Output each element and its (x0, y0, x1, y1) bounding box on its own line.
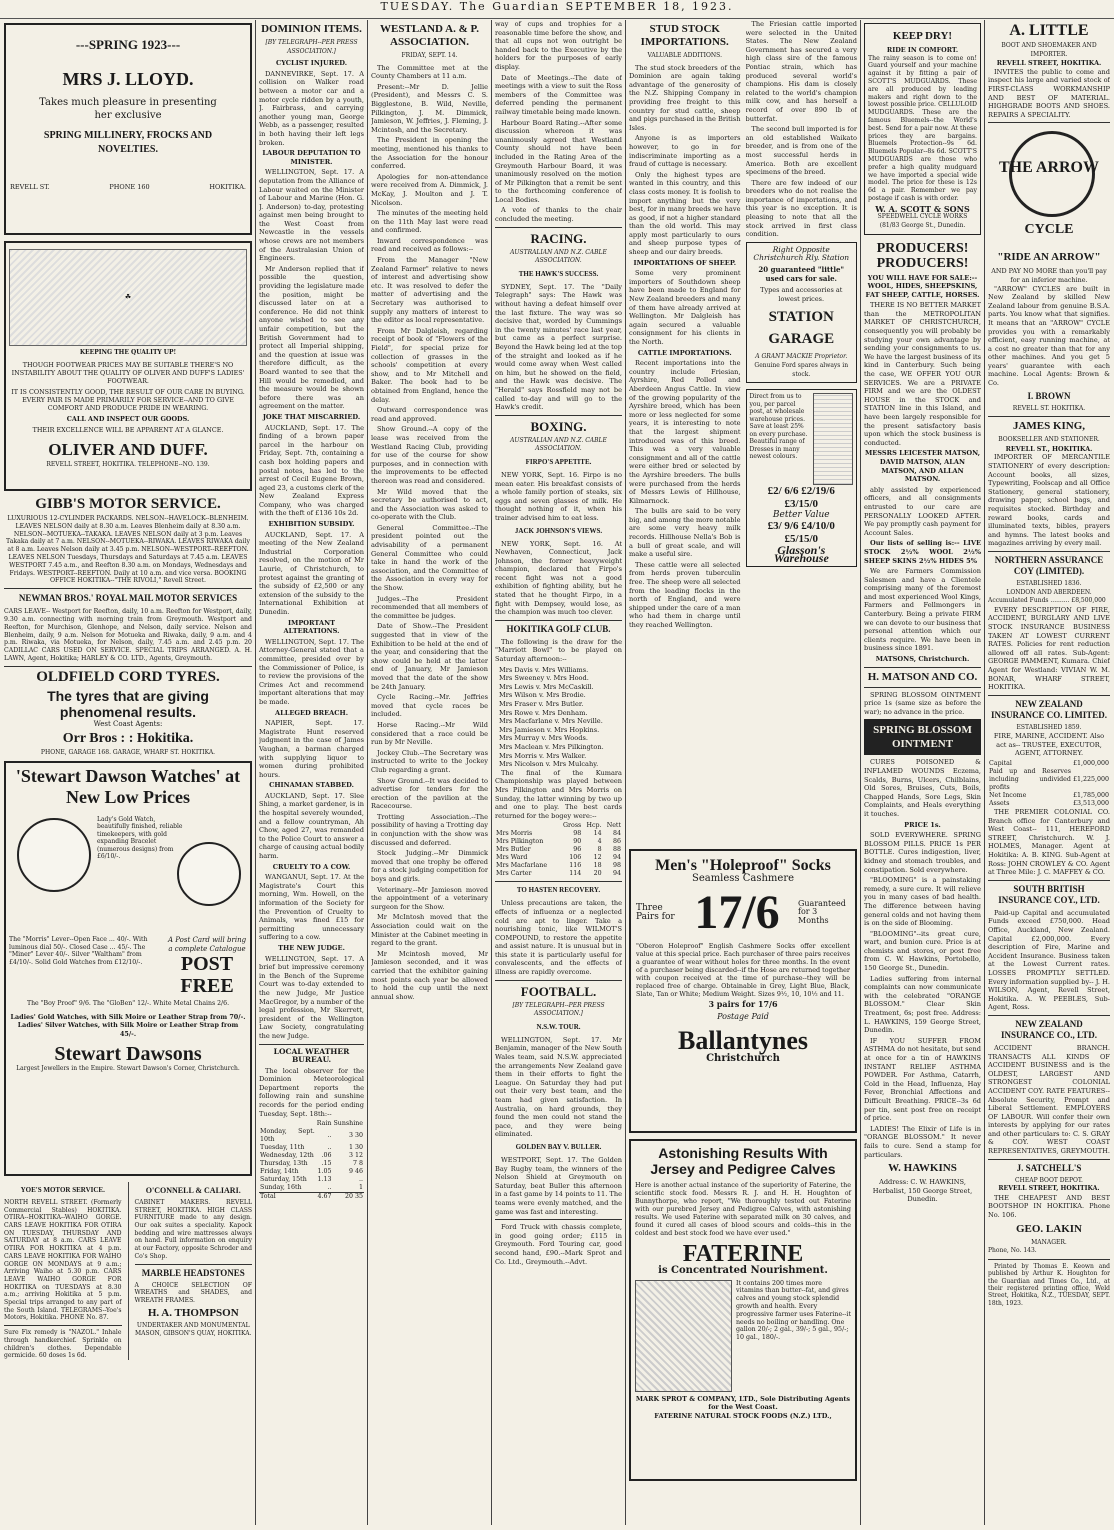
article-para: Mr Mcintosh moved, Mr Jamieson seconded, and it was carried that the exhibitor gaining most points each year be allowed to hold the cup until the next annual show. (371, 949, 488, 1001)
article-para: Only the highest types are wanted in this country, and this class costs money. It is foolish to import anything but the very best, for in many breeds we have as good, if not a higher standard than the old world. This may apply most particularly to ours and sheep purpose types of sheep and our dairy breeds. (629, 170, 741, 257)
holeproof-title: Men's "Holeproof" Socks (655, 857, 831, 874)
table-row: Mrs Macfarlane 116 18 98 (496, 862, 621, 870)
lakin-sub: MANAGER. (1031, 1238, 1067, 1246)
table-row: Net Income £1,785,000 (989, 792, 1109, 800)
article-para: Cycle Racing.--Mr. Jeffries moved that cycle races be included. (371, 693, 488, 719)
column-2 (259, 20, 364, 1525)
article-para: From Mr Dalgleish, regarding receipt of book of "Flowers of the Field", for special prize for collection of grasses in the schools' competition at every show, and to Mr Mitchell and Baker. The book had to be obtained from England, hence the delay. (371, 326, 488, 404)
article-para: A vote of thanks to the chair concluded the meeting. (495, 206, 622, 224)
spring-title: ---SPRING 1923--- (75, 37, 181, 52)
holeproof-three: Three Pairs for (636, 903, 675, 922)
weather-intro: The local observer for the Dominion Meteorological Department reports the following rain and sunshine records for the period ending Tuesday, Sept. 18th:-- (259, 1066, 364, 1118)
producers-sale: Our lists of selling is:-- LIVE STOCK 2½% WOOL 2½% SHEEP SKINS 2½% HIDES 5% (864, 539, 981, 565)
south-title: SOUTH BRITISH INSURANCE COY., LTD. (998, 883, 1100, 905)
table-row: Paid up and Reserves including undivided profits £1,225,000 (989, 768, 1109, 792)
article-para: SOLD EVERYWHERE. SPRING BLOSSOM PILLS. PRICE 1s PER BOTTLE. Cures indigestion, liver, kidney and stomach troubles, and constipation. Sold everywhere. (864, 831, 981, 874)
dominion-sub: [BY TELEGRAPH--PER PRESS ASSOCIATION.] (265, 39, 358, 55)
producers-sell: YOU WILL HAVE FOR SALE:-- WOOL, HIDES, SHEEPSKINS, FAT SHEEP, CATTLE, HORSES. (865, 273, 980, 299)
table-row: Sunday, 16th .. 1 (260, 1184, 363, 1192)
faterine-name: FATERINE (682, 1241, 804, 1267)
lloyd-phone: PHONE 160 (109, 183, 150, 191)
article-para: THE PREMIER COLONIAL CO. Branch office for Canterbury and West Coast-- 111, HEREFORD STREET, Christchurch. W. J. HOLMES, Manager. Agent at Hokitika: A. B. KING. Sub-Agent at Ross: JOHN CROWLEY & CO. Agent at Three Mile: J. C. MAFFEY & CO. (988, 808, 1110, 877)
blossom-price: PRICE 1s. (904, 820, 941, 829)
glasson-prices: £3/ 9/6 £4/10/0 £5/15/0 (767, 519, 835, 545)
list-item: Mrs Sweeney v. Mrs Hood. (499, 674, 589, 683)
yoe-title: YOE'S MOTOR SERVICE. (20, 1185, 105, 1194)
article-para: INVITES the public to come and inspect his large and varied stock of FIRST-CLASS WORKMANSHIP AND BEST OF MATERIAL. HIGHGRADE BOOTS AND SHOES. REPAIRS A SPECIALITY. (988, 67, 1110, 119)
oconnell-title: O'CONNELL & CALIARI. (145, 1185, 241, 1195)
article-para: NAPIER, Sept. 17. Magistrate Hunt reserved judgment in the case of James Vaughan, a barman charged with supplying liquor to women during prohibited hours. (259, 719, 364, 779)
hawkins-name: W. HAWKINS (888, 1162, 957, 1175)
little-addr: REVELL STREET, HOKITIKA. (996, 59, 1102, 68)
stewart-foot: Largest Jewellers in the Empire. Stewart Dawson's Corner, Christchurch. (16, 1064, 240, 1072)
article-para: WELLINGTON, Sept. 17. A deputation from the Alliance of Labour waited on the Minister of Labour and Marine (Hon. G. J. Anderson) to-day, protesting against men being brought to the West Coast from Newcastle in the vessels whose crews are not members of the Australasian Union of Engineers. (259, 168, 364, 263)
table-row: Mrs Morris 98 14 84 (496, 830, 621, 838)
article-para: AUCKLAND, Sept. 17. A meeting of the New Zealand Industrial Corporation resolved, on the motion of Mr Laurie, of Christchurch, to protest against the granting of the subsidy of £2,500 or any extension of the subsidy to the International Exhibition at Dunedin. (259, 530, 364, 616)
article-para: Paid-up Capital and accumulated Funds exceed £750,000. Head Office, Auckland, New Zealand. Capital £2,000,000. Every description of Fire, Marine and Accident Insurance. Business taken at the Lowest Current rates. LOSSES PROMPTLY SETTLED. Every information supplied by-- J. H. WILSON, Agent, Revell Street, Hokitika. A. W. PEEBLES, Sub-Agent, Ross. (988, 908, 1110, 1012)
article-para: WELLINGTON, Sept. 17. Mr Benjamin, manager of the New South Wales team, said N.S.W. appreciated the arrangements New Zealand gave them in their efforts to fight the League. On Saturday they had put out their very best team, and the team had given satisfaction. In Australia, on hard grounds, they found the men could not stand the pace, and they were being eliminated. (495, 1035, 622, 1139)
station-types: Types and accessories at lowest prices. (760, 286, 843, 303)
marble-foot: UNDERTAKER AND MONUMENTAL MASON, GIBSON'S QUAY, HOKITIKA. (135, 1321, 252, 1338)
oldfield-agents: West Coast Agents: (93, 719, 163, 728)
nazol-ad: Sure Fix remedy is "NAZOL." Inhale through handkerchief. Sprinkle on children's clothes. Dependable germicide. 60 doses 1s 6d. (4, 1329, 122, 1360)
article-para: Ladies suffering from internal complaints can now communicate with the celebrated "ORANGE BLOSSOM." Clear Skin Treatment, 6s; post free. Address: L. HAWKINS, 159 George Street, Dunedin. (864, 974, 981, 1035)
ballantynes-town: Christchurch (706, 1052, 780, 1064)
nz-est: ESTABLISHED 1859. (1016, 723, 1082, 731)
article-para: Harbour Board Rating.--After some discussion whereon it was unanimously agreed that Westland County should not have been included in the Rating Area of the Greymouth Harbour Board, it was unanimously resolved on the motion of Mr Pilkington that a remit be sent to the forthcoming conference of Local Bodies. (495, 118, 622, 204)
list-item: Mrs Jamieson v. Mrs Hopkins. (499, 725, 600, 734)
list-item: Mrs Murray v. Mrs Woods. (499, 734, 588, 743)
glasson-text: Direct from us to you, per parcel post, at wholesale warehouse prices. Save at least 25% on every purchase. Beautiful range of Dresses in many newest colours. (749, 393, 808, 461)
golden-title: GOLDEN BAY V. BULLER. (515, 1142, 602, 1151)
column-rule (860, 20, 861, 1525)
producers-names: MESSRS LEICESTER MATSON, DAVID MATSON, ALAN MATSON, AND ALLAN MATSON. (864, 449, 981, 484)
stewart-post: POST FREE (180, 953, 234, 998)
boxing-title: BOXING. (530, 418, 587, 434)
blossom-banner: SPRING BLOSSOM OINTMENT (864, 719, 981, 755)
arrow-pay: AND PAY NO MORE than you'll pay for an inferior machine. (991, 267, 1107, 284)
article-para: Show Ground.--It was decided to advertise for tenders for the erection of the pavilion at the Racecourse. (371, 776, 488, 811)
stud-title: STUD STOCK IMPORTATIONS. (640, 23, 729, 48)
article-para: These cattle were all selected from herds proven tuberculin free. The sheep were all selected from the leading flocks in the north of England, and were shipped under the care of a man who had them in charge until they reached Wellington. (629, 560, 741, 629)
gibb-text: LUXURIOUS 12-CYLINDER PACKARDS. NELSON--HAVELOCK--BLENHEIM. LEAVES NELSON daily at 8.30 a.m. Leaves Blenheim daily at 8.30 a.m. NELSON--MOTUEKA--TAKAKA. LEAVES NELSON daily at 3 p.m. Leaves Takaka daily at 7 a.m. NELSON--MOTUEKA--RIWAKA. LEAVES RIWAKA daily at 8 a.m. Leaves Nelson daily at 3.45 p.m. NELSON--WESTPORT--REEFTON. LEAVES NELSON Tuesdays, Thursdays and Saturdays at 7.45 a.m. LEAVES WESTPORT 7.45 a.m., and Reefton 8.30 a.m. on Mondays, Wednesdays and Fridays. WESTPORT--REEFTON. Daily at 10 a.m. and vice versa. BOOKING OFFICE HOKITIKA--"THE RIVOLI," Revell Street. (6, 515, 250, 585)
football-title: FOOTBALL. (520, 983, 597, 999)
stewart-ladies: Ladies' Gold Watches, with Silk Moire or Leather Strap from 70/-. Ladies' Silver Watches, with Silk Moire or Leather Strap from 45/-. (10, 1012, 246, 1038)
oliver-name: OLIVER AND DUFF. (48, 439, 208, 459)
oldfield-orr: Orr Bros : : Hokitika. (62, 731, 194, 747)
list-item: Mrs Wilson v. Mrs Brodie. (499, 691, 586, 700)
article-para: THE CHEAPEST AND BEST BOOTSHOP IN HOKITIKA. Phone No. 106. (988, 1193, 1110, 1220)
marble-name: H. A. THOMPSON (147, 1306, 239, 1319)
racing-title: RACING. (530, 230, 587, 246)
nzacc-title: NEW ZEALAND INSURANCE CO., LTD. (1001, 1018, 1097, 1040)
article-para: Recent importations into the country include Friesian, Ayrshire, Red Polled and Aberdeen Angus Cattle. In view of the growing popularity of the Ayrshire breed, which has been more or less neglected for some years, it is interesting to note that the largest shipment introduced was of this breed. This was a very valuable consignment and all of the cattle were either bred or selected by the Ayrshire breeders. The bulls were purchased from the herds of Messrs Lewis of Hillhouse, Kilmarnock. (629, 359, 741, 505)
article-para: THE NEW JUDGE. (278, 943, 345, 952)
article-para: JOKE THAT MISCARRIED. (262, 412, 361, 421)
oliver-text: IT IS CONSISTENTLY GOOD, THE RESULT OF OUR CARE IN BUYING. EVERY PAIR IS MADE PRIMARILY FOR SERVICE--AND TO GIVE COMFORT AND PRODUCE PRIDE IN WEARING. (11, 387, 245, 412)
northern-loc: LONDON AND ABERDEEN. (1006, 588, 1092, 596)
holeproof-guar: Guaranteed for 3 Months (798, 898, 846, 925)
article-para: WELLINGTON, Sept. 17. The Attorney-General stated that a committee, presided over by the Commissioner of Police, is to review the provisions of the Crimes Act and recommend important alterations that may be made. (259, 637, 364, 706)
list-item: Mrs Maclean v. Mrs Pilkington. (499, 742, 604, 751)
table-row: Mrs Pilkington 90 4 86 (496, 838, 621, 846)
lloyd-line: Takes much pleasure in presenting (39, 97, 217, 108)
football-sub: [BY TELEGRAPH--PER PRESS ASSOCIATION.] (512, 1001, 605, 1018)
arrow-name: I. BROWN (1027, 390, 1071, 401)
article-para: Veterinary.--Mr Jamieson moved the appointment of a veterinary surgeon for the Show. (371, 885, 488, 911)
article-para: The final of the Kumara Championship was played between Mrs Pilkington and Mrs Morris on Sunday, the latter winning by two up and one to play. The best cards returned for the bogey were:-- (495, 768, 622, 820)
watch-icon (17, 818, 91, 892)
arrow-title: THE ARROW (998, 159, 1099, 177)
producers-title: PRODUCERS! PRODUCERS! (876, 240, 969, 271)
article-para: SYDNEY, Sept. 17. The "Daily Telegraph" says: The Hawk was without having a defeat himself over the last fixture. The way was so decisive that, worded by Cummings in the twenty minutes' race last year, but came as a perfect surprise. Beyond the Hawk being led at the top of the straight and looked as if he would come away when West called on him, but he showed on the field, and the Hawk was decisive. The "Herald" says Rossfield may not be called to-day and will go to the Hawk's credit. (495, 282, 622, 412)
article-para: The Friesian cattle imported were selected in the United States. The New Zealand Government has secured a very high class sire of the famous Pontiac strain, which has produced several world's champions. His dam is closely related to the world's champion milk cow, and has herself a record of over 890 lb of butterfat. (745, 20, 857, 123)
column-1 (4, 20, 252, 1525)
faterine-tag: is Concentrated Nourishment. (658, 1265, 828, 1276)
article-para: The stud stock breeders of the Dominion are again taking advantage of the generosity of the N.Z. Shipping Company in providing free freight to this country for stud cattle, sheep and pigs purchased in the British Isles. (629, 63, 741, 132)
woman-shoes-illustration: ☘ (9, 249, 247, 346)
article-para: Stock Judging.--Mr Dimmick moved that one trophy be offered for a stock judging competition for boys and girls. (371, 849, 488, 884)
oliver-excellence: THEIR EXCELLENCE WILL BE APPARENT AT A GLANCE. (32, 426, 224, 435)
article-para: THERE IS NO BETTER MARKET than the METROPOLITAN MARKET OF CHRISTCHURCH, consequently you will probably be studying your own advantage by sending your consignments to us. We have the largest business of its kind in Canterbury. Such being the case, WE OFFER YOU OUR SERVICES. We are a PRIVATE FIRM and we are the OLDEST HOUSE in the STOCK and STATION line in this Island, and have been largely responsible for the present satisfactory basis upon which the stock business is conducted. (864, 301, 981, 447)
yoe-text: NORTH REVELL STREET. (Formerly Commercial Stables) HOKITIKA. OTIRA--HOKITIKA--WAIHO GORGE. CARS LEAVE HOKITIKA FOR OTIRA ON TUESDAY, THURSDAY AND SATURDAY at 8 a.m. CARS LEAVE OTIRA FOR HOKITIKA at 4 p.m. CARS LEAVE HOKITIKA FOR WAIHO GORGE ON MONDAYS at 9 a.m.; Arriving Waiho at 5.30 p.m. CARS LEAVE WAIHO GORGE FOR HOKITIKA on TUESDAYS at 8.30 a.m.; arriving Hokitika at 5 p.m. Special trips arranged to any part of the South Island. TELEGRAMS--Yoe's Motors, Hokitika. PHONE No. 87. (4, 1198, 122, 1322)
northern-funds: Accumulated Funds .......... £8,500,000 (988, 597, 1106, 605)
nsw-title: N.S.W. TOUR. (536, 1022, 581, 1031)
station-near: Right Opposite Christchurch Rly. Station (753, 244, 850, 263)
table-header: Gross Hcp. Nett (562, 822, 621, 830)
arrow-word: CYCLE (1024, 222, 1074, 238)
racing-sub: AUSTRALIAN AND N.Z. CABLE ASSOCIATION. (510, 248, 607, 265)
james-addr: REVELL ST., HOKITIKA. (1005, 444, 1093, 453)
matson-title: H. MATSON AND CO. (867, 670, 978, 683)
oliver-call: CALL AND INSPECT OUR GOODS. (66, 414, 190, 423)
list-item: Mrs Lewis v. Mrs McCaskill. (499, 682, 594, 691)
table-row: Saturday, 15th 1.13 .. (260, 1176, 363, 1184)
little-sub: BOOT AND SHOEMAKER AND IMPORTER. (1001, 42, 1097, 58)
column-rule (491, 20, 492, 1525)
dress-illustration-icon (813, 393, 853, 485)
stewart-dawson-ad (4, 761, 252, 1176)
column-6 (864, 20, 981, 1525)
article-para: Mr Anderson replied that if possible the question, providing the legislature made the position, might be discussed later on at a conference. He did not think anyone wished to see any unfair competition, but the British Government had to protect all Imperial shipping, and the question at issue was therefore difficult, as the Board wanted to see that the Hill would be remedied, and the measure would be shown before there was an agreement on the matter. (259, 264, 364, 411)
article-para: Trotting Association.--The possibility of having a Trotting day in conjunction with the show was discussed and deferred. (371, 812, 488, 847)
holeproof-price: 17/6 (694, 885, 780, 939)
column-7 (988, 20, 1110, 1525)
gibb-title: GIBB'S MOTOR SERVICE. (35, 496, 221, 512)
keepdry-title: KEEP DRY! (892, 30, 953, 42)
keepdry-addr: SPEEDWELL CYCLE WORKS (81/83 George St., Dunedin. (877, 213, 968, 229)
faterine-text: Here is another actual instance of the superiority of Faterine, the scientific stock food. Messrs R. J. and H. H. Houghton of Bunnythorpe, who report, "We thoroughly tested out Faterine with our purebred Jersey and Pedigree Calves, with astonishing results. We used Faterine with separated milk on 30 calves, and found it cured all cases of blood scours and colds--this in the coldest and best stock food we have ever used." (635, 1181, 851, 1237)
article-para: "BLOOMING"--its great cure, wart, and bunion cure. Price is at chemists and stores, or post free from C. W. Hawkins, Portobello, 150 George St., Dunedin. (864, 929, 981, 973)
producers-sign: MATSONS, Christchurch. (875, 655, 970, 664)
james-sub: BOOKSELLER AND STATIONER. (998, 436, 1100, 444)
oldfield-phone: PHONE, GARAGE 168. GARAGE, WHARF ST. HOKITIKA. (40, 749, 216, 757)
article-para: NEW YORK, Sept. 16. At Newhaven, Connecticut, Jack Johnson, the former heavyweight champion, declared that Firpo's recent fight was not a good exhibition of fighting ability, but he stated that he thought Firpo, in a fight with Dempsey, would lose, as the champion was much too clever. (495, 539, 622, 617)
article-para: The second bull imported is for an old established Waikato breeder, and is from one of the most successful herds in America. Both are excellent specimens of the breed. (745, 125, 857, 177)
nz-text: FIRE, MARINE, ACCIDENT. Also act as-- TRUSTEE, EXECUTOR, AGENT, ATTORNEY. (993, 732, 1105, 758)
golf-draw (495, 666, 622, 769)
table-row: Mrs Butler 96 8 88 (496, 846, 621, 854)
arrow-cycle-logo (988, 127, 1110, 247)
glasson-better: Better Value (772, 510, 830, 521)
holeproof-offer: 3 pairs for 17/6 (708, 998, 778, 1009)
column-4 (495, 20, 622, 1525)
marble-title: MARBLE HEADSTONES (141, 1267, 245, 1278)
article-para: EXHIBITION SUBSIDY. (268, 520, 355, 529)
weather-title: LOCAL WEATHER BUREAU. (273, 1046, 350, 1065)
nz-title: NEW ZEALAND INSURANCE CO. LIMITED. (990, 698, 1107, 720)
dominion-title: DOMINION ITEMS. (261, 23, 362, 35)
weather-table (259, 1120, 364, 1201)
article-para: Judges.--The President recommended that all members of the committee be judges. (371, 594, 488, 620)
boxing-sub: AUSTRALIAN AND N.Z. CABLE ASSOCIATION. (510, 436, 607, 453)
table-row: Assets £3,513,000 (989, 800, 1109, 808)
little-name: A. LITTLE (1009, 22, 1089, 39)
firpo-title: FIRPO'S APPETITE. (525, 457, 592, 466)
keep-dry-ad (864, 23, 981, 235)
article-para: Jockey Club.--The Secretary was instructed to write to the Jockey Club regarding a grant. (371, 748, 488, 774)
table-row: Thursday, 13th .15 7 8 (260, 1160, 363, 1168)
article-para: Unless precautions are taken, the effects of influenza or a neglected cold are apt to linger. Take a nourishing tonic, like WILMOT'S COMPOUND, to restore the appetite and assist nature. It is unusual but in this state it is particularly useful for convalescents, and the effects of illness are rapidly overcome. (495, 899, 622, 977)
hawk-title: THE HAWK'S SUCCESS. (518, 269, 599, 278)
article-para: LABOUR DEPUTATION TO MINISTER. (262, 149, 361, 166)
article-para: Date of Show.--The President suggested that in view of the Exhibition to be held at the end of the year, and considering that the show could be held at the latter end of January, Mr Jamieson moved that the date of the show be 24th January. (371, 622, 488, 691)
article-para: The Committee met at the County Chambers at 11 a.m. (371, 63, 488, 81)
article-para: Show Ground.--A copy of the lease was received from the Westland Racing Club, providing for use of the course for show purposes, and in connection with the improvements to be effected thereon was read and considered. (371, 425, 488, 485)
nz-table (988, 760, 1110, 808)
article-para: CHINAMAN STABBED. (269, 781, 354, 790)
article-para: There are few indeed of our breeders who do not realise the importance of importations, and this year is no exception. It is pleasing to note that all the stock arrived in first class condition. (745, 178, 857, 239)
article-para: IF YOU SUFFER FROM ASTHMA do not hesitate, but send at once for a tin of HAWKINS INSTANT RELIEF ASTHMA POWDER. For Asthma, Catarrh, Cold in the Head, Influenza, Hay Fever, Bronchial Affections and Difficult Breathing. PRICE--3s 6d per tin, sent post free on receipt of price. (864, 1036, 981, 1123)
lloyd-line: NOVELTIES. (98, 144, 158, 155)
article-para: Inward correspondence was read and received as follows:-- (371, 236, 488, 254)
james-name: JAMES KING, (1012, 420, 1086, 433)
stewart-morris: The "Morris" Lever--Open Face ... 40/-. With luminous dial 50/-. Closed Case ... 45/-. The "Miner" Lever 40/-. Silver "Waltham" from £4/10/-. Solid Gold Watches from £12/10/-. (9, 935, 148, 966)
column-rule (367, 20, 368, 1525)
golf-table (495, 822, 622, 878)
keepdry-name: W. A. SCOTT & SONS (875, 203, 970, 214)
oliver-text: THOUGH FOOTWEAR PRICES MAY BE SUITABLE THERE'S NO INSTABILITY ABOUT THE QUALITY OF OLIVER AND DUFF'S LADIES' FOOTWEAR. (11, 360, 245, 385)
arrow-addr: REVELL ST. HOKITIKA. (1012, 404, 1086, 412)
watch-illustrations (9, 812, 247, 932)
table-header: Rain Sunshine (316, 1120, 363, 1128)
column-rule (625, 20, 626, 1525)
faterine-ad (629, 1139, 857, 1481)
article-para: DANNEVIRKE, Sept. 17. A collision on Walker road between a motor car and a motor cycle ridden by a youth, J. Fairbrass, and carrying another young man, George Webb, as a passenger, resulted in both having their left legs broken. (259, 69, 364, 147)
northern-est: ESTABLISHED 1836. (1016, 579, 1082, 587)
list-item: Mrs Rowe v. Mrs Denham. (499, 708, 588, 717)
faterine-side: It contains 200 times more vitamins than butter--fat, and gives calves and young stock splendid growth and health. Every progressive farmer uses Faterine--it needs no boiling or handling. One gallon 20/-; 2 gal., 39/-; 5 gal., 95/-; 10 gal., 180/-. (736, 1279, 851, 1342)
holeproof-ad (629, 849, 857, 1133)
lloyd-address: REVELL ST. (10, 183, 50, 191)
article-para: Horse Racing.--Mr Wild considered that a race could be run by Mr Neville. (371, 720, 488, 747)
article-para: ALLEGED BREACH. (274, 708, 349, 717)
faterine-foot: FATERINE NATURAL STOCK FOODS (N.Z.) LTD., (654, 1411, 832, 1420)
article-para: AUCKLAND, Sept. 17. Slee Shing, a market gardener, is in the hospital severely wounded, and a fellow countryman, Ah Chow, aged 27, was remanded to the Police Court to answer a charge of causing actual bodily harm. (259, 791, 364, 861)
column-3 (371, 20, 488, 1525)
lloyd-line: SPRING MILLINERY, FROCKS AND (43, 130, 213, 141)
masthead-strip: TUESDAY. The Guardian SEPTEMBER 18, 1923. (0, 0, 1114, 19)
article-para: CRUELTY TO A COW. (272, 862, 351, 871)
article-para: General Committee.--The president pointed out the advisability of a permanent General Committee who could take in hand the work of the association, and the Committee of the Association in every way for the Show. (371, 523, 488, 593)
article-para: CURES POISONED & INFLAMED WOUNDS Eczema, Scalds, Burns, Ulcers, Chilblains, Old Sores, Bruises, Cuts, Boils, Chapped Hands, Sore Legs, Skin Complaints, and Heals everything it touches. (864, 758, 981, 818)
westland-date: FRIDAY, SEPT. 14. (401, 52, 458, 59)
newman-title: NEWMAN BROS.' ROYAL MAIL MOTOR SERVICES (18, 593, 238, 604)
northern-title: NORTHERN ASSURANCE COY (LIMITED). (994, 554, 1104, 576)
hawkins-addr: Address: C. W. HAWKINS, Herbalist, 150 George Street, Dunedin. (872, 1178, 973, 1204)
table-row: Friday, 14th 1.05 9 46 (260, 1168, 363, 1176)
dominion-paras (259, 59, 364, 1118)
article-para: Apologies for non-attendance were received from A. Dimmick, J. McKay, J. Moulton and J. T. Nicolson. (371, 172, 488, 207)
marble-text: A CHOICE SELECTION OF WREATHS and SHADES, and WREATH FRAMES. (134, 1281, 252, 1304)
lloyd-town: HOKITIKA. (209, 183, 246, 191)
article-para: From the Manager "New Zealand Farmer" relative to news of interest and advertising show etc. It was resolved to defer the matter of advertising and the Secretary was authorised to supply any matters of interest to the editor as local representative. (371, 256, 488, 325)
article-para: WANGANUI, Sept. 17. At the Magistrate's Court this morning, Wm. Howell, on the information of the Society for the Prevention of Cruelty to Animals, was fined £15 for permitting unnecessary suffering to a cow. (259, 873, 364, 942)
oliver-quality: KEEPING THE QUALITY UP! (79, 349, 177, 356)
arrow-ride: "RIDE AN ARROW" (997, 251, 1101, 264)
westland-title: WESTLAND A. & P. ASSOCIATION. (380, 23, 479, 48)
glasson-name: Glasson's Warehouse (773, 542, 829, 566)
table-row: Monday, Sept. 10th .. 3 30 (260, 1128, 363, 1144)
stewart-gold: Lady's Gold Watch, beautifully finished, reliable timekeepers, with gold expanding Bracelet (numerous designs) from £6/10/-. (97, 815, 183, 861)
station-name: STATION GARAGE (768, 309, 835, 348)
article-para: The following is the draw for the "Marriott Bowl" to be played on Saturday afternoon:-- (495, 637, 622, 664)
station-ford: Genuine Ford spares always in stock. (754, 362, 849, 378)
station-guar: 20 guaranteed "little" used cars for sale. (758, 265, 845, 283)
article-para: ACCIDENT BRANCH. TRANSACTS ALL KINDS OF ACCIDENT BUSINESS and is the OLDEST, LARGEST AND STRONGEST COLONIAL ACCIDENT COY. RATE FEATURES--Absolute Security, Prompt and Liberal Settlement. EMPLOYERS OF LABOUR. Will confer their own interests by applying for our rates and other particulars to: C. S. GRAY & COY. WEST COAST REPRESENTATIVES, GREYMOUTH. (988, 1043, 1110, 1156)
column-5 (629, 20, 857, 1525)
stewart-name: Stewart Dawsons (54, 1042, 202, 1065)
article-para: EVERY DESCRIPTION OF FIRE, ACCIDENT, BURGLARY AND LIVE STOCK INSURANCE BUSINESS TAKEN AT LOWEST CURRENT RATES. Policies for rent reduction allowed off all rates. Sub-Agent: GEORGE PAMMENT, Kumara. Chief Agent for Westland: VIVIAN W. M. BONAR, WHARF STREET, HOKITIKA. (988, 605, 1110, 692)
lakin-name: GEO. LAKIN (1015, 1222, 1082, 1235)
stewart-title: 'Stewart Dawson Watches' at New Low Prices (15, 765, 241, 807)
lakin-phone: Phone, No. 143. (988, 1247, 1037, 1255)
hasten-title: TO HASTEN RECOVERY. (516, 886, 601, 895)
stud-sub: VALUABLE ADDITIONS. (647, 52, 722, 59)
satchell-addr: REVELL STREET, HOKITIKA. (998, 1185, 1100, 1193)
lloyd-name: MRS J. LLOYD. (62, 69, 194, 89)
article-para: Mr McIntosh moved that the Association could wait on the Minister at the Cabinet meeting in regard to the grant. (371, 913, 488, 948)
article-para: Present:--Mr D. Jellie (President), and Messrs C. S. Bigglestone, B. Wild, Neville, Pilkington, J. M. Dimmick, Jamieson, W. Jeffries, J. Fleming, J. Mcintosh, and the Secretary. (371, 82, 488, 134)
article-para: Mr Wild moved that the secretary be authorised to act, and the Association was asked to co-operate with the Club. (371, 487, 488, 522)
article-para: IMPORTER OF MERCANTILE STATIONERY of every description: Account books, all sizes, Typewriting, Foolscap and all Office Stationery, general stationery, drawing paper, school bags, and requisites stocked. Birthday and reward books, cards and illuminated texts, bibles, prayers and hymns. The latest books and magazines arriving by every mail. (988, 453, 1110, 548)
glasson-prices: £2/ 6/6 £2/19/6 £3/15/0 (767, 485, 835, 511)
table-row: Mrs Ward 106 12 94 (496, 854, 621, 862)
table-row: Mrs Carter 114 20 94 (496, 870, 621, 878)
article-para: IMPORTANT ALTERATIONS. (283, 618, 340, 636)
satchell-title: J. SATCHELL'S (1016, 1162, 1082, 1173)
keepdry-text: The rainy season is to come on! Guard yourself and your machine against it by fitting a pair of SCOTT'S MUDGUARDS. These are all produced by leading makers and right down to the lowest possible price. CELLULOID MUDGUARDS. These are the famous Bluemels--the World's best. Send for a pair now. At these prices they are bargains. Bluemels Protection--9s 6d. Bluemels Popular--8s 6d. SCOTT'S MUDGUARDS are those who prefer a high quality mudguard we have imported a special wide model. The price for these is 12s 6d a pair. Remember we pay postage if cash is with order. (868, 54, 977, 202)
ford-ad: Ford Truck with chassis complete, in good going order; £115 in Greymouth. Ford Touring car, good second hand, £90.--Mark Sprot and Co. Ltd., Greymouth.--Advt. (495, 1223, 622, 1266)
station-garage-ad (746, 242, 858, 383)
table-total: Total 4.67 20 35 (260, 1193, 363, 1201)
article-para: Some very prominent importers of Southdown sheep have been made to England for New Zealand breeders and many of them have already arrived at Wellington. Mr Dalgleish has again secured a valuable consignment for his clients in the North. (629, 269, 741, 346)
column-rule (255, 20, 256, 1525)
lloyd-ad (4, 23, 252, 235)
article-para: SPRING BLOSSOM OINTMENT price 1s (same size as before the war); no advance in the price. (864, 690, 981, 716)
article-para: The bulls are said to be very big, and among the more notable are some very heavy milk records. Hillhouse Nella's Bob is a bull of great scale, and will make a useful sire. (629, 507, 741, 559)
golf-title: HOKITIKA GOLF CLUB. (506, 623, 611, 634)
article-para: AUCKLAND, Sept. 17. The finding of a brown paper parcel in the harbour on Friday, Sept. 7th, containing a cash box holding papers and postal notes, has led to the arrest of Cecil Eugene Brown, aged 23, a customs clerk of the New Zealand Express Company, who was charged with the theft of £136 10s 2d. (259, 423, 364, 518)
article-para: IMPORTATIONS OF SHEEP. (633, 258, 736, 267)
ballantynes-name: Ballantynes (677, 1025, 809, 1055)
satchell-sub: CHEAP BOOT DEPOT. (1015, 1176, 1083, 1184)
oldfield-title: OLDFIELD CORD TYRES. (36, 668, 220, 685)
list-item: Mrs Fraser v. Mrs Butler. (499, 700, 584, 708)
oliver-duff-ad (4, 241, 252, 491)
article-para: CYCLIST INJURED. (275, 59, 348, 68)
stewart-card: A Post Card will bring a complete Catalogue (167, 935, 247, 953)
list-item: Mrs Nicolson v. Mrs Mulcahy. (499, 760, 599, 769)
table-row: Wednesday, 12th .06 3 12 (260, 1152, 363, 1160)
station-prop: A GRANT MACKIE Proprietor. (755, 353, 848, 361)
jack-title: JACK JOHNSON'S VIEWS. (514, 526, 603, 535)
list-item: Mrs Davis v. Mrs Williams. (499, 665, 589, 674)
table-row: Capital £1,000,000 (989, 760, 1109, 768)
imprint: Printed by Thomas E. Keown and published by Arthur K. Houghton for the Guardian and Times Co., Ltd., at their registered printing office, Weld Street, Hokitika, N.Z., TUESDAY, SEPT. 18th, 1923. (988, 1262, 1110, 1307)
article-para: We are Farmers Commission Salesmen and have a Clientele comprising many of the foremost and most experienced Wool Kings, Farmers and Fellmongers in Canterbury. Being a private FIRM we can devote to our business that personal attention which our clients require. We have been in business since 1891. (864, 567, 981, 653)
article-para: The President in opening the meeting, mentioned his thanks to the Association for the honour conferred. (371, 136, 488, 171)
faterine-title: Astonishing Results With Jersey and Pedigree Calves (650, 1145, 836, 1177)
article-para: LADIES! The Elixir of Life is in "ORANGE BLOSSOM." It never fails to cure. Send a stamp for particulars. (864, 1124, 981, 1159)
oliver-address: REVELL STREET, HOKITIKA. TELEPHONE--NO. 139. (46, 460, 210, 468)
article-para: "BLOOMING" is a painstaking remedy, a sure cure. It will relieve you in many cases of bad health. The difference between having general colds and not having them is on the side of Blooming. (864, 876, 981, 928)
holeproof-postage: Postage Paid (717, 1012, 769, 1022)
lloyd-line: her exclusive (94, 110, 162, 121)
list-item: Mrs Morris v. Mrs Walker. (499, 751, 587, 760)
article-para: "ARROW" CYCLES are built in New Zealand by skilled New Zealand labour from genuine B.S.A. parts. You know what that signifies. It means that an "ARROW" CYCLE provides you with a remarkably efficient, easy running machine, at a cost no greater than that for any other machines. And you get 5 years' guarantee with each machine. Local Agents: Brown & Co. (988, 284, 1110, 388)
glasson-ad (746, 389, 858, 567)
holeproof-text: "Oberon Holeproof" English Cashmere Socks offer excellent value at this special price. Each purchaser of three pairs receives a guarantee of wear without holes for three months. In the event of a purchaser being discarded--if the Hose are returned together with coupon received at the time of purchase--they will be replaced free of charge. Obtainable in Grey, Light Blue, Black, Slate, Tan or White; Medium Weight. Sizes 9½, 10, 10½ and 11. (636, 941, 850, 998)
article-para: WESTPORT, Sept. 17. The Golden Bay Rugby team, the winners of the Nelson Shield at Greymouth on Saturday, beat Buller this afternoon in a fast game by 14 points to 11. The teams were evenly matched, and the game was fast and interesting. (495, 1155, 622, 1216)
article-para: WELLINGTON, Sept. 17. A brief but impressive ceremony in the Bench of the Supreme Court was to-day extended to the new Judge, Mr Justice MacGregor, by a number of the legal profession, Mr Skerrett, president of the Wellington Law Society, congratulating the new Judge. (259, 954, 364, 1040)
article-para: NEW YORK, Sept. 16. Firpo is no mean eater. His breakfast consists of a whole family portion of steaks, six eggs and seven glasses of milk. He thought nothing of it, when his trainer advised him to eat less. (495, 470, 622, 522)
article-para: The minutes of the meeting held on the 11th May last were read and confirmed. (371, 209, 488, 235)
article-para: ably assisted by experienced officers, and all consignments entrusted to our care are PERSONALLY LOOKED AFTER. We pay promptly cash payment for Account Sales. (864, 485, 981, 537)
column-rule (984, 20, 985, 1525)
oconnell-text: CABINET MAKERS. REVELL STREET, HOKITIKA. HIGH CLASS FURNITURE made to any design. Our oak suites a speciality. Kapock bedding and wire mattresses always on hand. Full information on enquiry at our Factory, opposite Schroder and Co's Shop. (134, 1198, 252, 1260)
article-para: Anyone is as importers however, to go in for indiscriminate importing as a fraud of cuttage is necessary. (629, 134, 741, 169)
article-para: CATTLE IMPORTATIONS. (637, 348, 732, 357)
article-para: Outward correspondence was read and approved. (371, 406, 488, 423)
stewart-boy: The "Boy Proof" 9/6. The "GloBen" 12/-. White Metal Chains 2/6. (26, 1000, 230, 1008)
calf-illustration-icon (635, 1280, 732, 1392)
list-item: Mrs Macfarlane v. Mrs Neville. (499, 717, 603, 726)
newman-text: CARS LEAVE-- Westport for Reefton, daily, 10 a.m. Reefton for Westport, daily, 9.30 a.m. connecting with morning train from Greymouth. Westport and Reefton, for Murchison, Glenhope, and Nelson, daily service. Nelson and Blenheim, daily, 9 a.m. Nelson for Motueka and Riwaka, daily, 9 a.m. and 4 p.m. Riwaka, via Motueka, for Nelson, daily, 7.45 a.m. and 2.45 p.m. 20 CADILLAC CARS USED ON SERVICE. SPECIAL TRIPS ARRANGED. A. H. LAWN, Agent, Hokitika; HARLEY & CO. LTD., Agents, Greymouth. (4, 608, 252, 662)
oldfield-line: The tyres that are giving phenomenal results. (47, 687, 209, 720)
holeproof-sub: Seamless Cashmere (691, 873, 795, 884)
article-para: way of cups and trophies for a reasonable time before the show, and that all cups not won outright be handed back to the Executive by the holders for the purposes of early display. (495, 20, 622, 71)
table-row: Tuesday, 11th .. 1 30 (260, 1144, 363, 1152)
article-para: Date of Meetings.--The date of meetings with a view to suit the Ross members of the Committee was deferred pending the permanent railway timetable being made known. (495, 73, 622, 116)
faterine-dist: MARK SPROT & COMPANY, LTD., Sole Distributing Agents for the West Coast. (635, 1394, 851, 1412)
keepdry-ride: RIDE IN COMFORT. (886, 46, 959, 54)
